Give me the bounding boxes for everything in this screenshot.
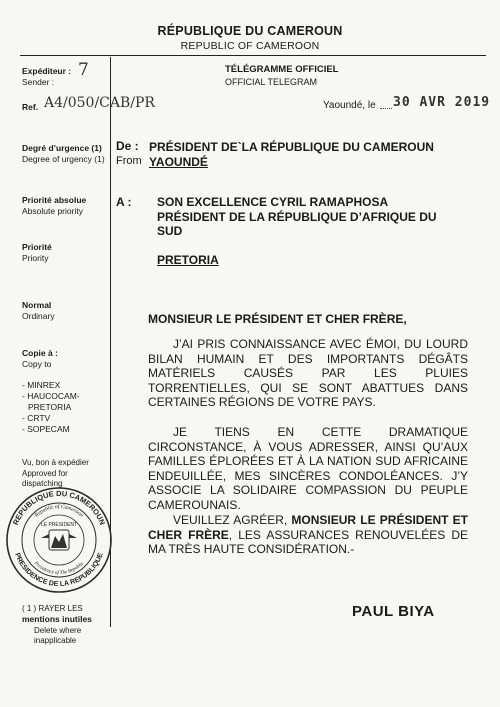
copy-label-en: Copy to (22, 359, 52, 369)
svg-text:PRESIDENCE DE LA REPUBLIQUE (13, 552, 105, 588)
paragraph-2 (148, 425, 468, 512)
to-label: A : (116, 195, 132, 209)
priority-absolute-en: Absolute priority (22, 206, 83, 216)
ref-value: A4/050/CAB/PR (44, 95, 155, 111)
seal-center-text: LE PRESIDENT (40, 522, 78, 528)
copy-item: PRETORIA (28, 402, 72, 412)
to-line-2: PRÉSIDENT DE LA RÉPUBLIQUE D’AFRIQUE DU (157, 210, 437, 224)
sender-label-fr: Expéditeur : (22, 66, 72, 76)
from-line-1: PRÉSIDENT DE`LA RÉPUBLIQUE DU CAMEROUN (149, 140, 434, 154)
copy-label-fr: Copie à : (22, 348, 58, 358)
signature: PAUL BIYA (352, 603, 435, 620)
footnote-4: inapplicable (34, 636, 77, 645)
urgency-label-fr: Degré d’urgence (1) (22, 143, 102, 153)
from-label-en: From (116, 155, 142, 167)
priority-en: Priority (22, 253, 49, 263)
date-value: 30 AVR 2019 (393, 95, 491, 110)
priority-fr: Priorité (22, 242, 52, 252)
approved-en-1: Approved for (22, 469, 68, 478)
header-divider (20, 55, 486, 56)
urgency-label-en: Degree of urgency (1) (22, 154, 105, 164)
telegram-title-en: OFFICIAL TELEGRAM (225, 77, 318, 87)
seal-outer-top: REPUBLIQUE DU CAMEROUN (10, 488, 108, 527)
seal-inner-top: Republic of Cameroon (33, 503, 85, 519)
paragraph-3-text (148, 513, 468, 557)
closing-bold: MONSIEUR LE PRÉSIDENT ET CHER FRÈRE (148, 513, 468, 542)
salutation: MONSIEUR LE PRÉSIDENT ET CHER FRÈRE, (148, 312, 407, 326)
seal-inner-bottom: Presidency of The Republic (32, 561, 86, 577)
copy-item: - CRTV (22, 413, 51, 423)
footnote-2: mentions inutiles (22, 614, 92, 624)
approved-en-2: dispatching (22, 479, 63, 488)
seal-emblem-icon (41, 530, 77, 550)
priority-absolute-fr: Priorité absolue (22, 195, 87, 205)
approved-fr: Vu, bon à expédier (22, 458, 89, 467)
republic-title-fr: RÉPUBLIQUE DU CAMEROUN (157, 24, 343, 38)
normal-en: Ordinary (22, 311, 55, 321)
paragraph-1 (148, 337, 468, 410)
from-label-fr: De : (116, 139, 139, 153)
paragraph-3 (148, 513, 468, 557)
svg-text:Presidency of The Republic (32, 561, 85, 576)
date-prefix: Yaoundé, le (323, 100, 376, 111)
footnote-3: Delete where (34, 626, 82, 635)
ref-label: Ref. (22, 102, 39, 112)
seal-outer-bottom: PRESIDENCE DE LA REPUBLIQUE (13, 552, 105, 589)
date-dots (380, 108, 392, 109)
to-city: PRETORIA (157, 253, 219, 267)
to-line-1: SON EXCELLENCE CYRIL RAMAPHOSA (157, 195, 389, 209)
presidency-seal (5, 486, 113, 594)
republic-title-en: REPUBLIC OF CAMEROON (180, 40, 320, 52)
svg-text:Republic of Cameroon (33, 503, 84, 519)
copy-item: - SOPECAM (22, 424, 70, 434)
from-line-2: YAOUNDÉ (149, 155, 208, 169)
telegram-title-fr: TÉLÉGRAMME OFFICIEL (225, 64, 339, 75)
closing-end: , LES ASSURANCES RENOUVELÉES DE MA TRÈS HAUTE CONSIDÉRATION.- (148, 527, 468, 556)
sender-value: 7 (78, 60, 89, 80)
normal-fr: Normal (22, 300, 52, 310)
sender-label-en: Sender : (22, 77, 55, 87)
paragraph-2-text: JE TIENS EN CETTE DRAMATIQUE CIRCONSTANCE, À VOUS ADRESSER, AINSI QU’AUX FAMILLES ÉPLORÉES ET À LA NATION SUD AFRICAINE ENDEUILLÉE, MES SINCÈRES CONDOLÉANCES. J’Y ASSOCIE LA SOLIDAIRE COMPASSION DU PEUPLE CAMEROUNAIS. (148, 425, 468, 512)
footnote-1: ( 1 ) RAYER LES (22, 604, 83, 613)
copy-item: - HAUCOCAM- (22, 391, 80, 401)
closing-start: VEUILLEZ AGRÉER, (173, 513, 288, 527)
to-line-3: SUD (157, 224, 183, 238)
paragraph-1-text: J’AI PRIS CONNAISSANCE AVEC ÉMOI, DU LOURD BILAN HUMAIN ET DES IMPORTANTS DÉGÂTS MATÉRIELS CAUSÉS PAR LES PLUIES TORRENTIELLES, QUI SE SONT ABATTUES DANS CERTAINES RÉGIONS DE VOTRE PAYS. (148, 337, 468, 409)
copy-item: - MINREX (22, 380, 61, 390)
